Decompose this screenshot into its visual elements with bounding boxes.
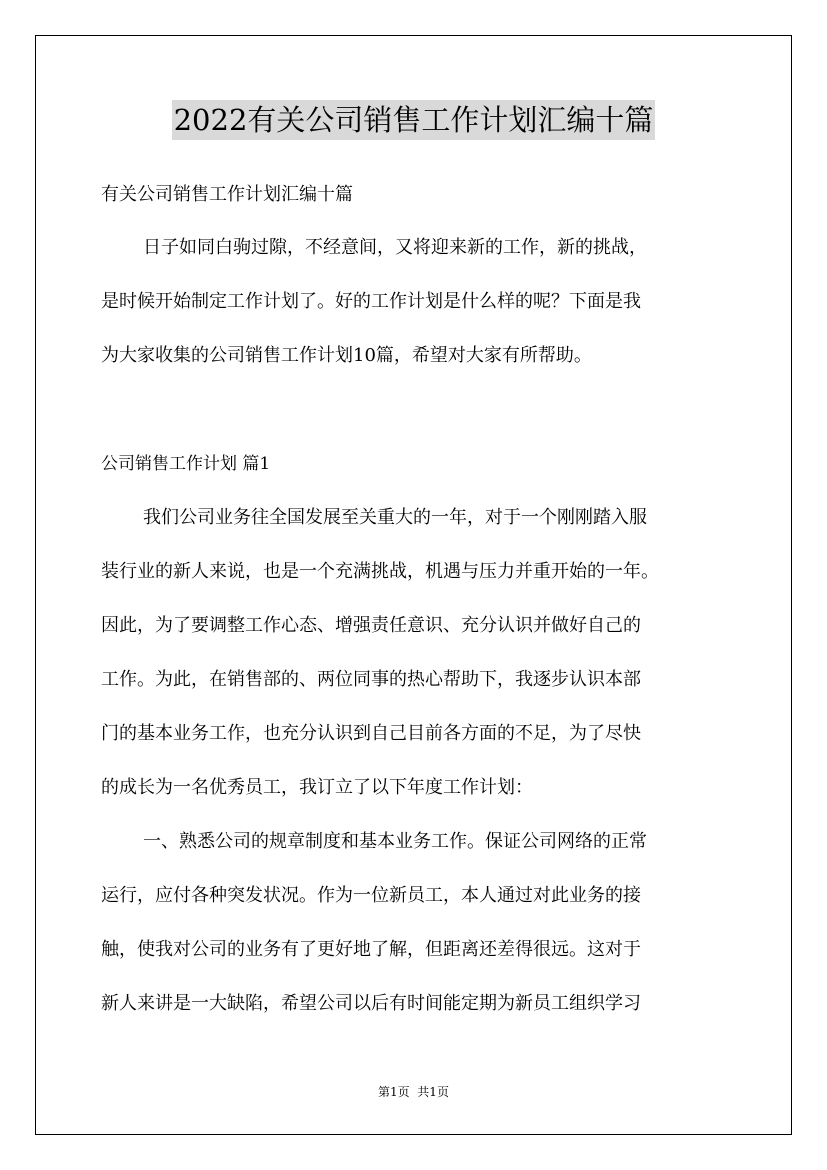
intro-line-2: 是时候开始制定工作计划了。好的工作计划是什么样的呢？下面是我: [101, 291, 641, 312]
document-title: 2022有关公司销售工作计划汇编十篇: [172, 100, 656, 140]
intro-line-1: 日子如同白驹过隙，不经意间，又将迎来新的工作，新的挑战，: [143, 237, 647, 258]
para1-line-3: 因此，为了要调整工作心态、增强责任意识、充分认识并做好自己的: [101, 615, 641, 636]
para2-line-3: 触，使我对公司的业务有了更好地了解，但距离还差得很远。这对于: [101, 939, 641, 960]
para2-line-4: 新人来讲是一大缺陷，希望公司以后有时间能定期为新员工组织学习: [101, 993, 641, 1014]
section-heading: 公司销售工作计划 篇1: [101, 454, 271, 474]
para1-line-5: 门的基本业务工作，也充分认识到自己目前各方面的不足，为了尽快: [101, 723, 641, 744]
intro-line-3: 为大家收集的公司销售工作计划10篇，希望对大家有所帮助。: [101, 345, 592, 366]
page-footer: 第1页 共1页: [378, 1085, 449, 1099]
para2-line-2: 运行，应付各种突发状况。作为一位新员工，本人通过对此业务的接: [101, 885, 641, 906]
para1-line-4: 工作。为此，在销售部的、两位同事的热心帮助下，我逐步认识本部: [101, 669, 641, 690]
para1-line-2: 装行业的新人来说，也是一个充满挑战，机遇与压力并重开始的一年。: [101, 561, 659, 582]
document-subtitle: 有关公司销售工作计划汇编十篇: [101, 184, 353, 205]
title-wrap: [0, 100, 827, 140]
para1-line-6: 的成长为一名优秀员工，我订立了以下年度工作计划：: [101, 777, 533, 798]
para2-line-1: 一、熟悉公司的规章制度和基本业务工作。保证公司网络的正常: [143, 831, 647, 852]
para1-line-1: 我们公司业务往全国发展至关重大的一年，对于一个刚刚踏入服: [143, 507, 647, 528]
